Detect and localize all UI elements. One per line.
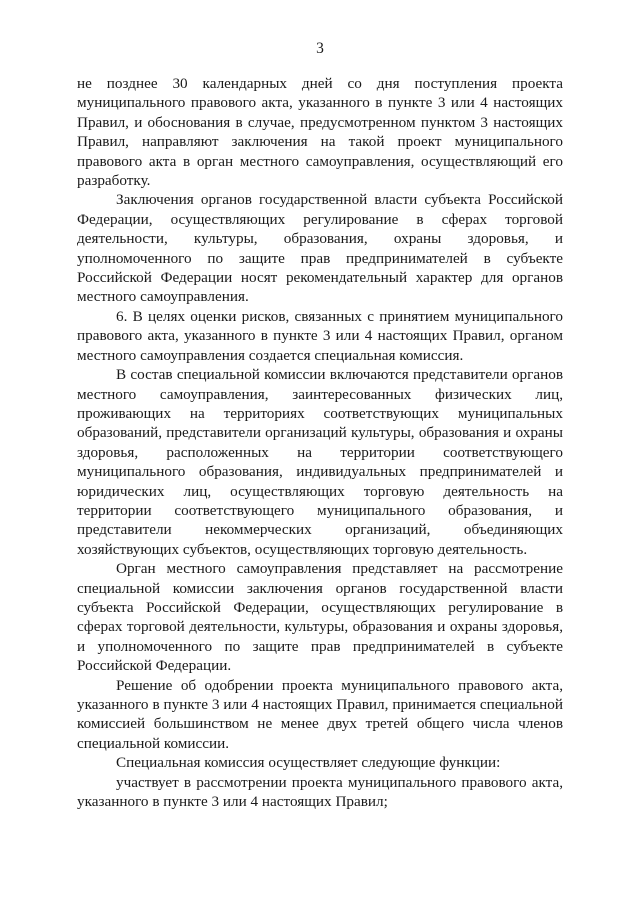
paragraph-decision: Решение об одобрении проекта муниципального правового акта, указанного в пункте 3 или 4 настоящих Правил, принимается специальной комиссией большинством не менее двух третей общего числа членов специальной комиссии. [77,676,563,752]
paragraph-item-6: 6. В целях оценки рисков, связанных с принятием муниципального правового акта, указанного в пункте 3 или 4 настоящих Правил, органом местного самоуправления создается специальная комиссия. [77,307,563,364]
paragraph-function-1: участвует в рассмотрении проекта муниципального правового акта, указанного в пункте 3 или 4 настоящих Правил; [77,773,563,811]
paragraph-functions-intro: Специальная комиссия осуществляет следующие функции: [116,754,501,772]
paragraph-commission-composition: В состав специальной комиссии включаются представители органов местного самоуправления, заинтересованных физических лиц, проживающих на территориях соответствующих муниципальных образований, представители организаций культуры, образования и охраны здоровья, расположенных на территории соответствующего муниципального образования, индивидуальных предпринимателей и юридических лиц, осуществляющих торговую деятельность на территории соответствующего муниципального образования, и представители некоммерческих организаций, объединяющих хозяйствующих субъектов, осуществляющих торговую деятельность. [77,366,563,558]
paragraph-continuation: не позднее 30 календарных дней со дня поступления проекта муниципального правового акта, указанного в пункте 3 или 4 настоящих Правил, и обоснования в случае, предусмотренном пунктом 3 настоящих Правил, направляют заключения на такой проект муниципального правового акта в орган местного самоуправления, осуществляющий его разработку. [77,75,563,190]
document-body [77,74,563,811]
paragraph-submission: Орган местного самоуправления представляет на рассмотрение специальной комиссии заключения органов государственной власти субъекта Российской Федерации, осуществляющих регулирование в сферах торговой деятельности, культуры, образования и охраны здоровья, и уполномоченного по защите прав предпринимателей в субъекте Российской Федерации. [77,560,563,675]
paragraph-conclusions: Заключения органов государственной власти субъекта Российской Федерации, осуществляющих регулирование в сферах торговой деятельности, культуры, образования, охраны здоровья, и уполномоченного по защите прав предпринимателей в субъекте Российской Федерации носят рекомендательный характер для органов местного самоуправления. [77,191,563,306]
page-number: 3 [316,40,324,57]
